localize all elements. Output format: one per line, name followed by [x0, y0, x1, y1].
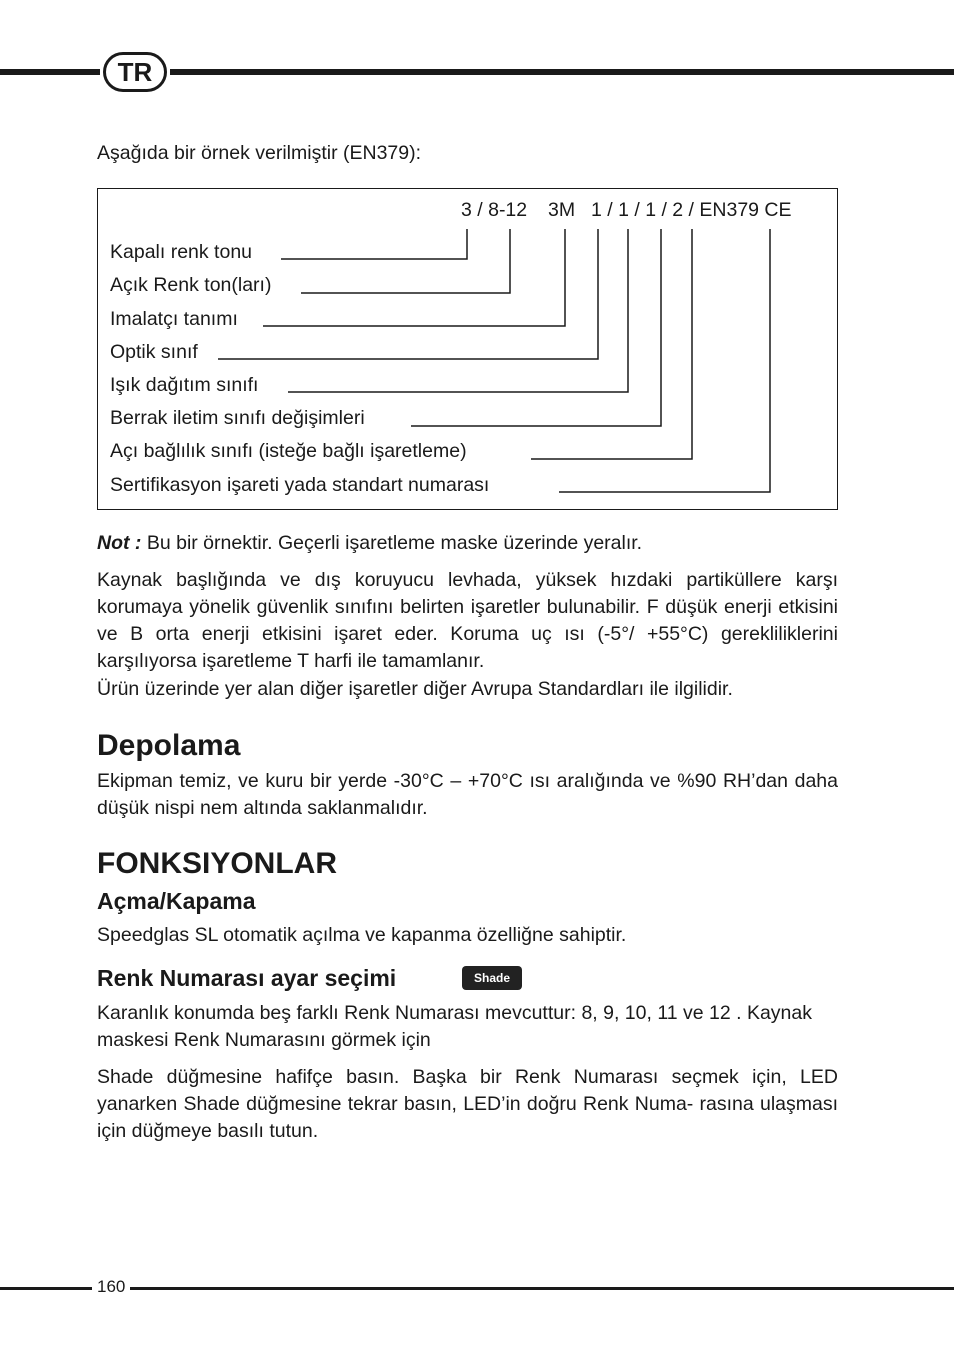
label-angle-dependence: Açı bağlılık sınıfı (isteğe bağlı işaretleme): [110, 440, 467, 462]
intro-text: Aşağıda bir örnek verilmiştir (EN379):: [97, 142, 422, 164]
label-certification: Sertifikasyon işareti yada standart numarası: [110, 474, 490, 496]
onoff-text: Speedglas SL otomatik açılma ve kapanma özelliğne sahiptir.: [97, 924, 627, 946]
functions-heading: FONKSIYONLAR: [97, 847, 337, 880]
marking-diagram: [97, 188, 838, 510]
shade-button-icon: Shade: [462, 966, 522, 990]
label-transmittance-variation: Berrak iletim sınıfı değişimleri: [110, 407, 365, 429]
label-dark-shade: Kapalı renk tonu: [110, 241, 253, 263]
note-line: [97, 530, 642, 557]
footer-rule-right: [130, 1287, 954, 1290]
label-light-shade: Açık Renk ton(ları): [110, 274, 272, 296]
header-rule-right: [170, 69, 954, 75]
shade-text-2: Shade düğmesine hafifçe basın. Başka bir Renk Numarası seçmek için, LED yanarken Shade düğmesine tekrar basın, LED’in doğru Renk Numa- rasına ulaşması için düğmeye basılı tutun.: [97, 1066, 838, 1142]
marking-code-shades: 3 / 8-12: [461, 199, 528, 221]
onoff-heading: Açma/Kapama: [97, 888, 256, 914]
shade-heading: Renk Numarası ayar seçimi: [97, 965, 397, 991]
page-number: 160: [97, 1277, 126, 1296]
label-diffusion-class: Işık dağıtım sınıfı: [110, 374, 259, 396]
label-manufacturer: Imalatçı tanımı: [110, 308, 238, 330]
header-rule-left: [0, 69, 100, 75]
note-label: Not :: [97, 532, 142, 554]
note-text: Bu bir örnektir. Geçerli işaretleme maske üzerinde yeralır.: [141, 532, 643, 554]
language-badge: TR: [103, 52, 167, 92]
storage-text: Ekipman temiz, ve kuru bir yerde -30°C – +70°C ısı aralığında ve %90 RH’dan daha düşük nispi nem altında saklanmalıdır.: [97, 770, 838, 819]
safety-class-paragraph: Kaynak başlığında ve dış koruyucu levhada, yüksek hızdaki partiküllere karşı korumaya yönelik güvenlik sınıfını belirten işaretler bulunabilir. F düşük enerji etkisini ve B orta enerji etkisini işaret eder. Koruma uç ısı (-5°/ +55°C) gerekliliklerini karşılıyorsa işaretleme T harfi ile tamamlanır.: [97, 569, 838, 672]
label-optical-class: Optik sınıf: [110, 341, 198, 363]
shade-text-1: Karanlık konumda beş farklı Renk Numarası mevcuttur: 8, 9, 10, 11 ve 12 . Kaynak maskesi Renk Numarasını görmek için: [97, 1002, 812, 1051]
marking-code-manufacturer: 3M: [548, 199, 576, 221]
marking-code-classes: 1 / 1 / 1 / 2 / EN379 CE: [591, 199, 792, 221]
other-markings-paragraph: Ürün üzerinde yer alan diğer işaretler diğer Avrupa Standardları ile ilgilidir.: [97, 678, 733, 700]
storage-heading: Depolama: [97, 729, 241, 762]
footer-rule-left: [0, 1287, 92, 1290]
